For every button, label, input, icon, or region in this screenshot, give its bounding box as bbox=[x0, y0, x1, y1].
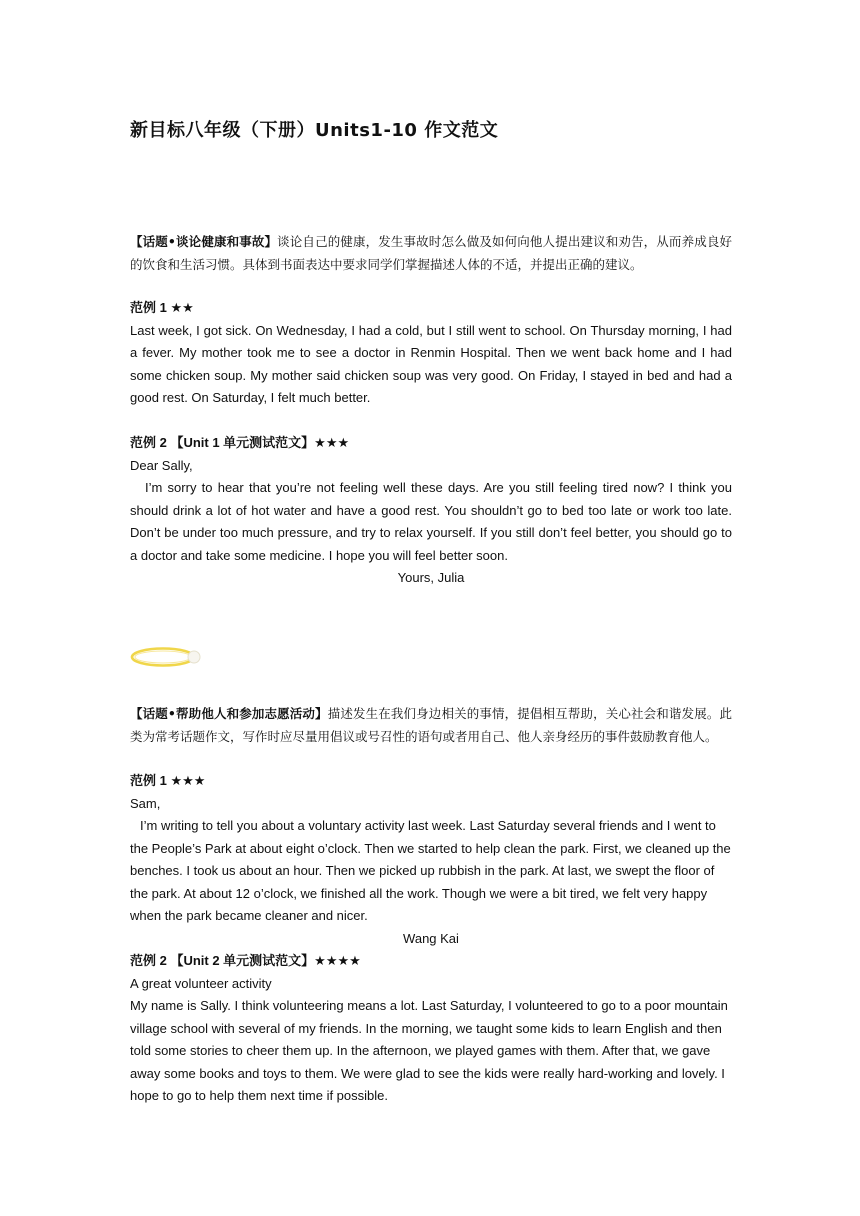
essay-body: My name is Sally. I think volunteering means a lot. Last Saturday, I volunteered to go to a poor mountain village school with several of my friends. In the morning, we taught some kids to learn English and then told some stories to cheer them up. In the afternoon, we played games with them. After that, we gave away some books and toys to them. We were glad to see the kids were really hard-working and lovely. I hope to go to help them next time if possible. bbox=[130, 998, 728, 1103]
topic2-example1 bbox=[130, 770, 732, 950]
topic1-example1 bbox=[130, 297, 732, 410]
letter-greeting: Dear Sally, bbox=[130, 457, 193, 473]
letter-signature: Yours, Julia bbox=[397, 570, 465, 585]
example-label: 范例 2 【Unit 1 单元测试范文】★★★ bbox=[130, 435, 350, 450]
topic2-heading: 【话题•帮助他人和参加志愿活动】 bbox=[130, 706, 328, 721]
example-body: Last week, I got sick. On Wednesday, I had a cold, but I still went to school. On Thursday morning, I had a fever. My mother took me to see a doctor in Renmin Hospital. Then we went back home and I had some chicken soup. My mother said chicken soup was very good. On Friday, I stayed in bed and had a good rest. On Saturday, I felt much better. bbox=[130, 322, 732, 405]
topic2-example2 bbox=[130, 950, 732, 1108]
topic1-intro bbox=[130, 231, 732, 276]
letter-body: I’m writing to tell you about a voluntary activity last week. Last Saturday several friends and I went to the People’s Park at about eight o’clock. Then we started to help clean the park. First, we cleaned up the benches. I took us about an hour. Then we picked up rubbish in the park. At last, we swept the floor of the park. At about 12 o’clock, we finished all the work. Though we were a bit tired, we felt very happy when the park became cleaner and nicer. bbox=[130, 818, 731, 923]
example-label: 范例 2 【Unit 2 单元测试范文】★★★★ bbox=[130, 953, 361, 968]
topic2-text: 描述发生在我们身边相关的事情，提倡相互帮助，关心社会和谐发展。此类为常考话题作文，写作时应尽量用倡议或号召性的语句或者用自己、他人亲身经历的事件鼓励教育他人。 bbox=[130, 706, 732, 744]
example-label: 范例 1 ★★★ bbox=[130, 773, 206, 788]
topic1-text: 谈论自己的健康，发生事故时怎么做及如何向他人提出建议和劝告，从而养成良好的饮食和生活习惯。具体到书面表达中要求同学们掌握描述人体的不适，并提出正确的建议。 bbox=[130, 234, 732, 272]
topic1-heading: 【话题•谈论健康和事故】 bbox=[130, 234, 278, 249]
example-label: 范例 1 ★★ bbox=[130, 300, 194, 315]
letter-greeting: Sam, bbox=[130, 795, 161, 811]
letter-signature: Wang Kai bbox=[403, 930, 459, 946]
page-title: 新目标八年级（下册）Units1-10 作文范文 bbox=[130, 120, 499, 141]
topic2-intro bbox=[130, 703, 732, 748]
letter-body: I’m sorry to hear that you’re not feeling well these days. Are you still feeling tired now? I think you should drink a lot of hot water and have a good rest. You shouldn’t go to bed too late or work too late. Don’t be under too much pressure, and try to relax yourself. If you still don’t feel better, you should go to a doctor and take some medicine. I hope you will feel better soon. bbox=[130, 480, 732, 563]
yellow-ring-icon bbox=[130, 645, 202, 669]
topic1-example2 bbox=[130, 432, 732, 590]
essay-heading: A great volunteer activity bbox=[130, 975, 272, 991]
